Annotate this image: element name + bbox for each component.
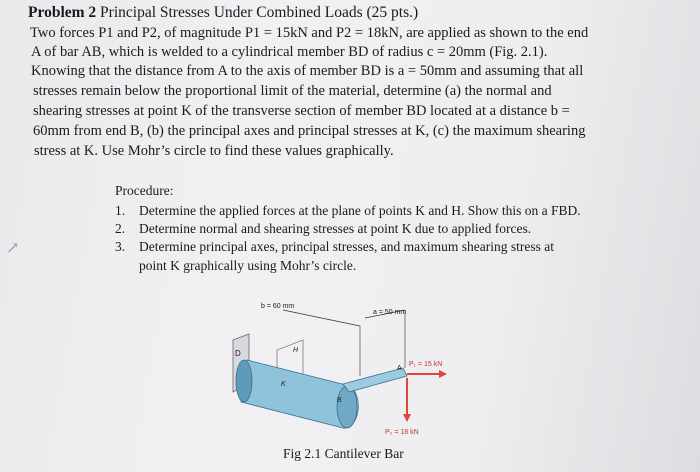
cylinder-end-d: [236, 360, 252, 402]
label-k: K: [281, 381, 286, 388]
problem-line-2: A of bar AB, which is welded to a cylindrical member BD of radius c = 20mm (Fig. 2.1).: [31, 44, 548, 60]
procedure-step-1: [115, 203, 581, 219]
procedure-step-3-continuation: point K graphically using Mohr’s circle.: [139, 258, 357, 273]
margin-arrow-mark: ↗: [6, 240, 20, 257]
step-number: 1.: [115, 203, 126, 218]
label-a-dimension: a = 50 mm: [373, 309, 407, 316]
label-d: D: [235, 349, 241, 358]
procedure-step-3: [115, 239, 554, 255]
procedure-heading: Procedure:: [115, 183, 174, 198]
problem-line-5: shearing stresses at point K of the transverse section of member BD located at a distance b =: [33, 103, 570, 119]
label-p2: P₂ = 18 kN: [385, 429, 419, 436]
step-number: 3.: [115, 239, 126, 254]
label-b-dimension: b = 60 mm: [261, 303, 295, 310]
step-number: 2.: [115, 221, 126, 236]
problem-number: Problem 2: [28, 4, 97, 21]
dimension-line-b: [283, 310, 360, 326]
cylinder-end-b: [337, 386, 357, 428]
label-p1: P₁ = 15 kN: [409, 361, 443, 368]
cantilever-figure: [225, 288, 455, 448]
step-text: Determine principal axes, principal stresses, and maximum shearing stress at: [139, 239, 555, 254]
problem-line-6: 60mm from end B, (b) the principal axes and principal stresses at K, (c) the maximum shearing: [33, 123, 586, 139]
problem-title: [28, 4, 418, 22]
step-text: Determine the applied forces at the plane of points K and H. Show this on a FBD.: [139, 203, 581, 218]
load-p2-arrowhead: [403, 414, 411, 422]
problem-line-1: Two forces P1 and P2, of magnitude P1 = 15kN and P2 = 18kN, are applied as shown to the end: [30, 25, 589, 41]
step-text: Determine normal and shearing stresses at point K due to applied forces.: [139, 221, 532, 236]
procedure-step-2: [115, 221, 531, 237]
figure-caption: Fig 2.1 Cantilever Bar: [283, 446, 404, 461]
problem-line-3: Knowing that the distance from A to the axis of member BD is a = 50mm and assuming that all: [31, 63, 584, 79]
label-b-point: B: [337, 397, 342, 404]
problem-line-7: stress at K. Use Mohr’s circle to find these values graphically.: [34, 143, 394, 159]
problem-line-4: stresses remain below the proportional limit of the material, determine (a) the normal and: [33, 83, 552, 99]
label-a-point: A: [397, 365, 402, 372]
label-h: H: [293, 347, 299, 354]
load-p1-arrowhead: [439, 370, 447, 378]
problem-title-text: Principal Stresses Under Combined Loads (25 pts.): [100, 4, 419, 21]
